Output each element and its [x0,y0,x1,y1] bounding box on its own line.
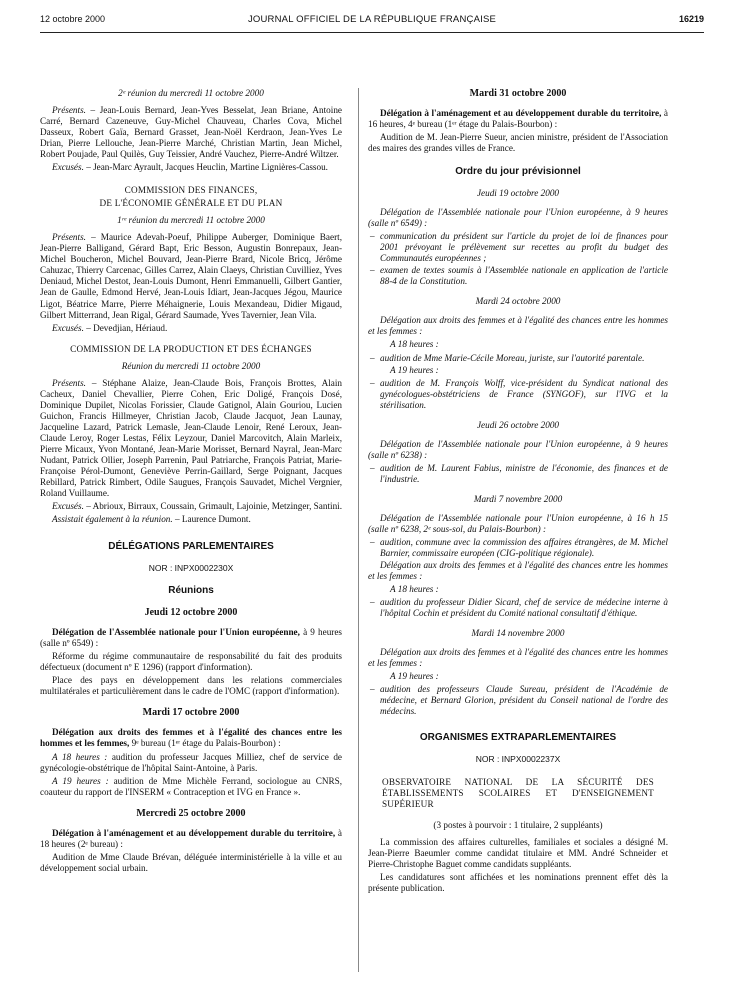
meeting-heading: Délégation à l'aménagement et au développement durable du territoire, à 16 heures, 4ᵉ bureau (1ᵉʳ étage du Palais-Bourbon) : [368,108,668,130]
excuses-paragraph: Excusés. – Devedjian, Hériaud. [52,322,168,333]
meeting-item: Audition de M. Jean-Pierre Sueur, ancien ministre, président de l'Association des maires des grandes villes de France. [368,132,668,154]
meeting-date: Mardi 24 octobre 2000 [475,296,561,307]
right-column [368,88,668,896]
organismes-heading: ORGANISMES EXTRAPARLEMENTAIRES [419,732,617,744]
page-header [40,6,704,33]
meeting-date: Mardi 7 novembre 2000 [473,493,563,504]
meeting-date: Mardi 14 novembre 2000 [471,628,565,639]
agenda-list [368,463,668,485]
presents-paragraph: Présents. – Jean-Louis Bernard, Jean-Yves Besselat, Jean Briane, Antoine Carré, Bernard Cazeneuve, Guy-Michel Chauveau, Charles Cova, Michel Dasseux, Robert Gaïa, Bernard Grasset, Jean-Noël Kerdraon, Jean-Yves Le Drian, Pierre Lellouche, Jean-Pierre Marché, Christian Martin, Jean Michel, Robert Poujade, Paul Quilès, Guy Teissier, André Vauchez, Pierre-André Wiltzer. [40,105,342,160]
presents-paragraph: Présents. – Stéphane Alaize, Jean-Claude Bois, François Brottes, Alain Cacheux, Daniel Chevallier, Pierre Cohen, Eric Doligé, François Dosé, Dominique Dupilet, Nicolas Forissier, Claude Gatignol, Alain Gouriou, Lucien Guichon, Francis Hillmeyer, Christian Jacob, Claude Jacquot, Jean Launay, Jacqueline Lazard, Patrick Lemasle, Jean-Claude Lenoir, René Leroux, Jean-Claude Leroy, Roger Lestas, Félix Leyzour, Daniel Marcovitch, Alain Marleix, Pierre Micaux, Yvon Montané, Jean-Marie Morisset, Bernard Nayral, Jean-Marc Nudant, Patrick Ollier, Joseph Parrenin, Paul Patriarche, François Patriat, Marie-Françoise Pérol-Dumont, Geneviève Perrin-Gaillard, Serge Poignant, Jacques Rebillard, Patrick Rimbert, Odile Saugues, François Sauvadet, Michel Vergnier, Roland Vuillaume. [40,377,342,498]
column-divider [358,88,359,972]
meeting-heading: Délégation aux droits des femmes et à l'égalité des chances entre les hommes et les femmes : [368,647,668,669]
meeting-heading: Délégation de l'Assemblée nationale pour l'Union européenne, à 16 h 15 (salle nº 6238, 2ᵉ sous-sol, du Palais-Bourbon) : [368,512,668,534]
meeting-item: Place des pays en développement dans les relations commerciales multilatérales et particulièrement dans le cadre de l'OMC (rapport d'information). [40,675,342,697]
agenda-item: – audition des professeurs Claude Sureau, président de l'Académie de médecine, et Bernard Glorion, président du Conseil national de l'ordre des médecins. [380,684,668,717]
agenda-time: A 18 heures : [390,339,439,350]
agenda-list [368,231,668,287]
agenda-list [368,684,668,717]
agenda-item: – examen de textes soumis à l'Assemblée nationale en application de l'article 88-4 de la Constitution. [380,265,668,287]
meeting-item: A 19 heures : audition de Mme Michèle Ferrand, sociologue au CNRS, coauteur du rapport de l'INSERM « Contraception et IVG en France ». [40,775,342,797]
meeting-date: Jeudi 26 octobre 2000 [476,419,560,430]
meeting-heading: Délégation de l'Assemblée nationale pour l'Union européenne, à 9 heures (salle nº 6238) : [368,438,668,460]
meeting-date: Mercredi 25 octobre 2000 [136,807,246,819]
agenda-item: – audition du professeur Didier Sicard, chef de service de médecine interne à l'hôpital Cochin et président du Comité national consultatif d'éthique. [380,597,668,619]
agenda-item: – audition de Mme Marie-Cécile Moreau, juriste, sur l'autorité parentale. [380,353,668,364]
ordre-du-jour-heading: Ordre du jour prévisionnel [455,166,581,178]
agenda-time: A 19 heures : [390,671,439,682]
observatoire-title: OBSERVATOIRE NATIONAL DE LA SÉCURITÉ DES ÉTABLISSEMENTS SCOLAIRES ET D'ENSEIGNEMENT SUPÉRIEUR [382,776,654,809]
commission-production-title: COMMISSION DE LA PRODUCTION ET DES ÉCHANGES [70,343,312,354]
delegations-heading: DÉLÉGATIONS PARLEMENTAIRES [108,541,274,553]
commission-finances-title-2: DE L'ÉCONOMIE GÉNÉRALE ET DU PLAN [99,198,283,209]
reunion-title: Réunion du mercredi 11 octobre 2000 [121,360,261,371]
left-column [40,88,342,876]
agenda-list [368,597,668,619]
agenda-item: – communication du président sur l'article du projet de loi de finances pour 2001 prévoyant le prélèvement sur recettes au profit du budget des Communautés européennes ; [380,231,668,264]
agenda-time: A 19 heures : [390,364,439,375]
nomination-paragraph: Les candidatures sont affichées et les nominations prennent effet dès la présente publication. [368,871,668,893]
meeting-heading: Délégation de l'Assemblée nationale pour l'Union européenne, à 9 heures (salle nº 6549) : [368,207,668,229]
meeting-item: Réforme du régime communautaire de responsabilité du fait des produits défectueux (document nº E 1296) (rapport d'information). [40,651,342,673]
meeting-item: A 18 heures : audition du professeur Jacques Milliez, chef de service de gynécologie-obstétrique de l'hôpital Saint-Antoine, à Paris. [40,751,342,773]
meeting-date: Mardi 17 octobre 2000 [142,707,240,719]
assist-paragraph: Assistait également à la réunion. – Laurence Dumont. [52,514,251,525]
reunions-heading: Réunions [168,585,214,597]
agenda-list [368,353,668,364]
meeting-item: Audition de Mme Claude Brévan, déléguée interministérielle à la ville et au développement social urbain. [40,851,342,873]
journal-title: JOURNAL OFFICIEL DE LA RÉPUBLIQUE FRANÇAISE [247,14,497,25]
commission-finances-title-1: COMMISSION DES FINANCES, [124,185,258,196]
meeting-date: Jeudi 12 octobre 2000 [144,607,238,619]
nomination-paragraph: La commission des affaires culturelles, familiales et sociales a désigné M. Jean-Pierre Baeumler comme candidat titulaire et MM. André Schneider et Pierre-Christophe Baguet comme candidats suppléants. [368,836,668,869]
excuses-paragraph: Excusés. – Abrioux, Birraux, Coussain, Grimault, Lajoinie, Metzinger, Santini. [52,501,343,511]
excuses-paragraph: Excusés. – Jean-Marc Ayrault, Jacques Heuclin, Martine Lignières-Cassou. [52,162,328,173]
meeting-heading: Délégation aux droits des femmes et à l'égalité des chances entre les hommes et les femmes, 9ᵉ bureau (1ᵉʳ étage du Palais-Bourbon) : [40,727,342,749]
postes-line: (3 postes à pourvoir : 1 titulaire, 2 suppléants) [433,819,603,830]
agenda-item: – audition de M. François Wolff, vice-président du Syndicat national des gynécologues-obstétriciens de France (SYNGOF), sur l'IVG et la stérilisation. [380,378,668,411]
meeting-heading: Délégation à l'aménagement et au développement durable du territoire, à 18 heures (2ᵉ bureau) : [40,827,342,849]
meeting-heading: Délégation aux droits des femmes et à l'égalité des chances entre les hommes et les femmes : [368,559,668,581]
agenda-item: – audition, commune avec la commission des affaires étrangères, de M. Michel Barnier, commissaire européen (CIG-politique régionale). [380,537,668,559]
agenda-item: – audition de M. Laurent Fabius, ministre de l'économie, des finances et de l'industrie. [380,463,668,485]
nor-reference: NOR : INPX0002230X [148,563,234,574]
page-number: 16219 [678,14,704,24]
reunion-title: 2ᵉ réunion du mercredi 11 octobre 2000 [118,88,264,98]
agenda-list [368,378,668,411]
presents-paragraph: Présents. – Maurice Adevah-Poeuf, Philippe Auberger, Dominique Baert, Jean-Pierre Balligand, Gérard Bapt, Eric Besson, Augustin Bonrepaux, Jean-Michel Boucheron, Michel Bouvard, Jean-Pierre Brard, Nicole Bricq, Jérôme Cahuzac, Thierry Carcenac, Gilles Carrez, Alain Claeys, Christian Cuvilliez, Yves Deniaud, Michel Destot, Jean-Louis Dumont, Henri Emmanuelli, Gilbert Gantier, Jean de Gaulle, Edmond Hervé, Jean-Louis Idiart, Jean-Jacques Jégou, Maurice Ligot, Béatrice Marre, Pierre Méhaignerie, Louis Mexandeau, Didier Migaud, Gilbert Mitterrand, Jean Rigal, Gérard Saumade, Yves Tavernier, Jean Vila. [40,232,342,320]
agenda-list [368,537,668,559]
agenda-time: A 18 heures : [390,584,439,595]
meeting-date: Mardi 31 octobre 2000 [469,88,567,99]
meeting-heading: Délégation de l'Assemblée nationale pour l'Union européenne, à 9 heures (salle nº 6549) : [40,627,342,649]
nor-reference: NOR : INPX0002237X [475,754,561,765]
header-date: 12 octobre 2000 [40,14,106,24]
reunion-title: 1ʳᵉ réunion du mercredi 11 octobre 2000 [117,215,265,226]
meeting-date: Jeudi 19 octobre 2000 [476,188,560,199]
meeting-heading: Délégation aux droits des femmes et à l'égalité des chances entre les hommes et les femmes : [368,315,668,337]
